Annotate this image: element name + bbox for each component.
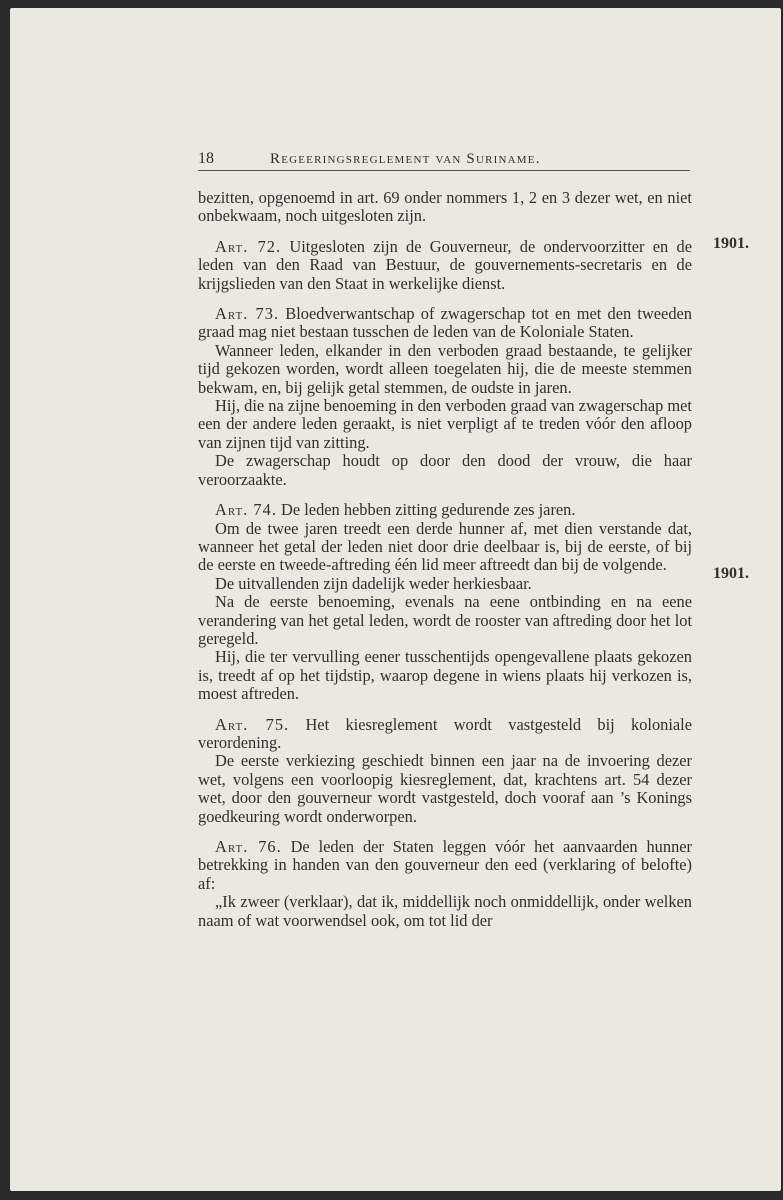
page-header — [198, 150, 690, 171]
paragraph — [198, 593, 692, 648]
article-72 — [198, 238, 692, 293]
paragraph-text: Na de eerste benoeming, evenals na eene ontbinding en na eene verandering van het getal leden, wordt de rooster van aftreding door het lot geregeld. — [198, 592, 692, 648]
document-page — [10, 8, 781, 1191]
paragraph-text: „Ik zweer (verklaar), dat ik, middellijk noch onmiddellijk, onder welken naam of wat voorwendsel ook, om tot lid der — [198, 892, 692, 930]
body-text — [198, 189, 692, 930]
paragraph-text: De zwagerschap houdt op door den dood der vrouw, die haar veroorzaakte. — [198, 451, 692, 489]
paragraph-text: Hij, die ter vervulling eener tusschentijds opengevallene plaats gekozen is, treedt af op het tijdstip, waarop degene in wiens plaats hij verkozen is, moest aftreden. — [198, 647, 692, 704]
article-label: Art. 74. — [215, 500, 277, 520]
paragraph-text: De leden der Staten leggen vóór het aanvaarden hunner betrekking in handen van den gouverneur den eed (verklaring of belofte) af: — [198, 837, 693, 893]
paragraph-text: De uitvallenden zijn dadelijk weder herkiesbaar. — [215, 573, 532, 593]
article-label: Art. 76. — [215, 837, 282, 856]
paragraph-text: Wanneer leden, elkander in den verboden graad bestaande, te gelijker tijd gekozen worden, wordt alleen toegelaten hij, die de meeste stemmen bekwam, en, bij gelijk getal stemmen, de oudste in jaren. — [198, 340, 692, 397]
article-label: Art. 75. — [215, 714, 290, 734]
article-74 — [198, 501, 692, 519]
margin-note-year: 1901. — [713, 565, 749, 582]
paragraph-text: bezitten, opgenoemd in art. 69 onder nommers 1, 2 en 3 dezer wet, en niet onbekwaam, noch uitgesloten zijn. — [198, 188, 692, 226]
paragraph — [198, 520, 692, 575]
paragraph — [198, 452, 692, 489]
paragraph-text: De eerste verkiezing geschiedt binnen een jaar na de invoering dezer wet, volgens een voorloopig kiesreglement, dat, krachtens art. 54 dezer wet, door den gouverneur wordt vastgesteld, doch vooraf aan ’s Konings goedkeuring wordt onderworpen. — [198, 751, 692, 826]
paragraph-text: Hij, die na zijne benoeming in den verboden graad van zwagerschap met een der andere leden geraakt, is niet verpligt af te treden vóór den afloop van zijnen tijd van zitting. — [198, 396, 692, 452]
paragraph — [198, 397, 692, 452]
paragraph-text: Uitgesloten zijn de Gouverneur, de ondervoorzitter en de leden van den Raad van Bestuur, de gouvernements-secretaris en de krijgslieden van den Staat in werkelijke dienst. — [198, 236, 692, 293]
paragraph — [198, 648, 692, 703]
paragraph — [198, 752, 692, 826]
article-label: Art. 72. — [215, 236, 282, 256]
running-title: Regeeringsreglement van Suriname. — [270, 151, 541, 167]
margin-note-year: 1901. — [713, 235, 749, 252]
article-76 — [198, 838, 692, 893]
paragraph — [198, 575, 692, 593]
paragraph — [198, 189, 692, 226]
paragraph-text: Om de twee jaren treedt een derde hunner af, met dien verstande dat, wanneer het getal der leden niet door drie deelbaar is, bij de eerste, of bij de eerste en tweede-aftreding één lid meer aftreedt dan bij de volgende. — [198, 518, 692, 575]
paragraph-text: Het kiesreglement wordt vastgesteld bij koloniale verordening. — [198, 714, 693, 752]
paragraph-text: De leden hebben zitting gedurende zes jaren. — [281, 500, 576, 520]
paragraph-text: Bloedverwantschap of zwagerschap tot en met den tweeden graad mag niet bestaan tusschen de leden van de Koloniale Staten. — [198, 304, 692, 342]
article-label: Art. 73. — [215, 304, 280, 324]
paragraph — [198, 342, 692, 397]
paragraph — [198, 893, 692, 930]
page-number: 18 — [198, 150, 214, 167]
article-75 — [198, 716, 692, 753]
article-73 — [198, 305, 692, 342]
